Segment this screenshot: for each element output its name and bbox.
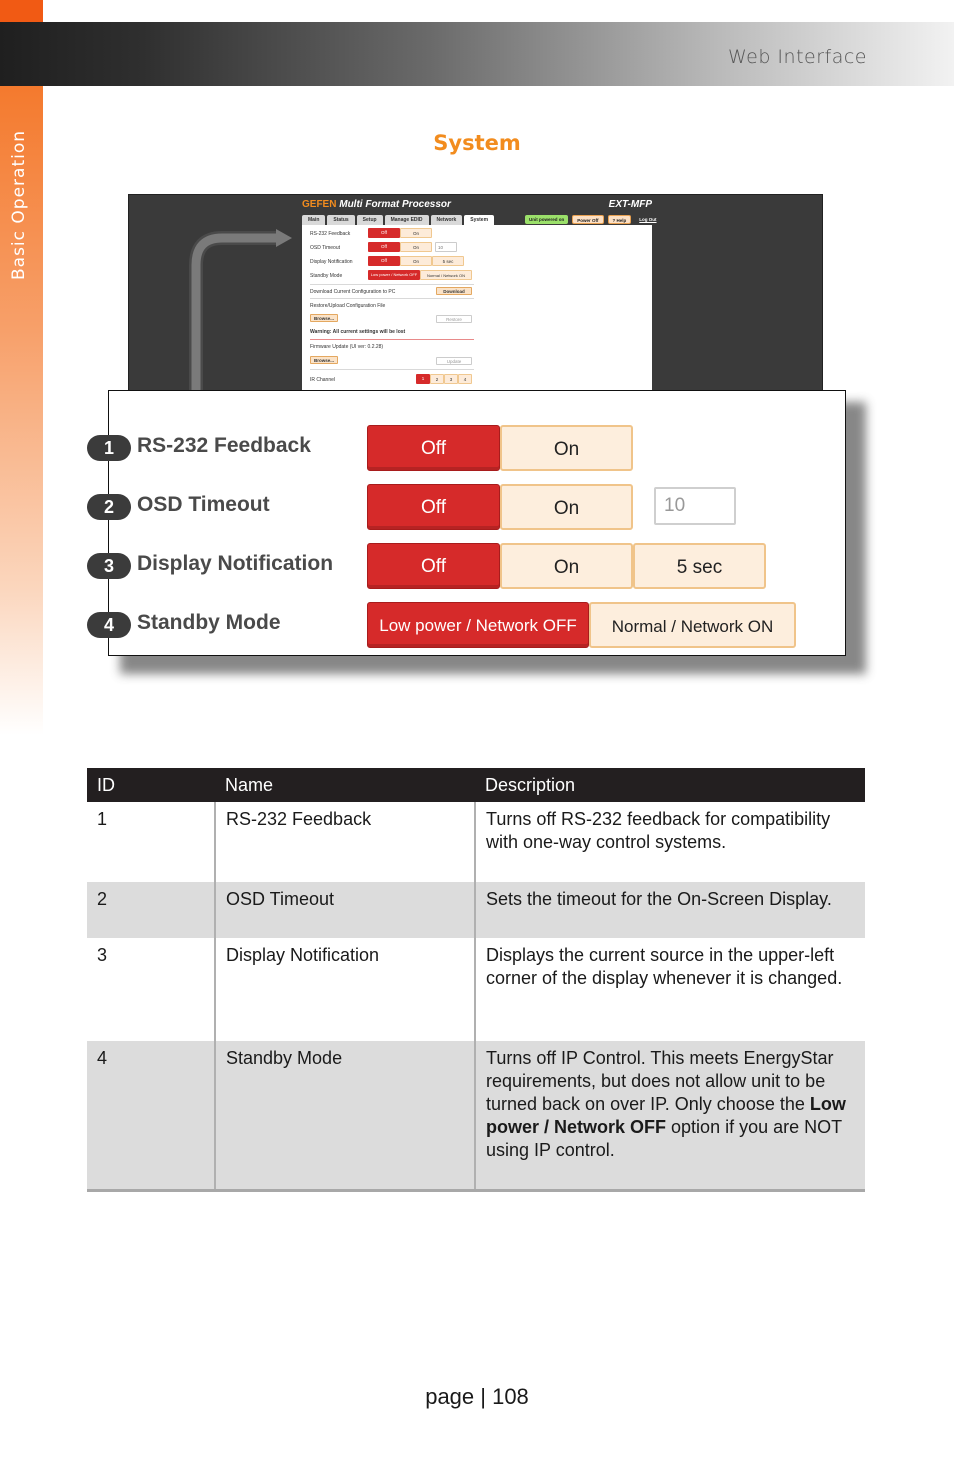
restore-button[interactable]: Restore bbox=[436, 315, 472, 323]
zoom-label: Standby Mode bbox=[137, 611, 281, 634]
zoom-row-osd bbox=[103, 481, 847, 531]
ir-2-button[interactable]: 2 bbox=[430, 374, 444, 384]
browse-firmware-button[interactable]: Browse... bbox=[310, 356, 338, 364]
osd-off-button[interactable]: Off bbox=[368, 242, 400, 252]
header-id: ID bbox=[87, 768, 215, 802]
display-on-button[interactable]: On bbox=[500, 543, 633, 589]
firmware-version: (UI ver: 0.2.28) bbox=[349, 344, 384, 350]
tab-status[interactable]: Status bbox=[327, 215, 354, 225]
display-5sec-button[interactable]: 5 sec bbox=[633, 543, 766, 589]
cell-description: Displays the current source in the upper-left corner of the display whenever it is changed. bbox=[486, 945, 843, 988]
low-power-button[interactable]: Low power / Network OFF bbox=[368, 270, 420, 280]
cell-description: Turns off RS-232 feedback for compatibility with one-way control systems. bbox=[486, 809, 831, 852]
tab-setup[interactable]: Setup bbox=[357, 215, 383, 225]
cell-name: Standby Mode bbox=[215, 1041, 475, 1190]
rs232-on-button[interactable]: On bbox=[400, 228, 432, 238]
cell-description bbox=[475, 1041, 865, 1190]
cell-id: 1 bbox=[87, 802, 215, 882]
zoom-row-rs232 bbox=[103, 422, 847, 472]
firmware-label bbox=[310, 344, 383, 350]
display-off-button[interactable]: Off bbox=[367, 543, 500, 589]
rs232-off-button[interactable]: Off bbox=[368, 228, 400, 238]
osd-off-button[interactable]: Off bbox=[367, 484, 500, 530]
model-name: EXT-MFP bbox=[608, 199, 652, 210]
update-button[interactable]: Update bbox=[436, 357, 472, 365]
callout-badge: 3 bbox=[87, 553, 131, 579]
header-title: Web Interface bbox=[727, 46, 867, 68]
cell-id: 3 bbox=[87, 938, 215, 1041]
desc-bold-option: Low power / Network OFF bbox=[486, 1094, 846, 1137]
osd-on-button[interactable]: On bbox=[400, 242, 432, 252]
row-display-label: Display Notification bbox=[310, 259, 353, 265]
tab-network[interactable]: Network bbox=[431, 215, 463, 225]
screenshot-body bbox=[302, 225, 652, 392]
web-ui-screenshot bbox=[128, 194, 823, 392]
cell-name: Display Notification bbox=[215, 938, 475, 1041]
zoom-label: OSD Timeout bbox=[137, 493, 270, 516]
ir-channel-label: IR Channel bbox=[310, 377, 336, 383]
unit-powered-button[interactable]: Unit powered on bbox=[525, 215, 568, 224]
osd-timeout-input[interactable]: 10 bbox=[435, 242, 457, 252]
callout-badge: 2 bbox=[87, 494, 131, 520]
help-button[interactable]: ? Help bbox=[608, 215, 632, 224]
download-label: Download Current Configuration to PC bbox=[310, 289, 396, 295]
divider bbox=[310, 284, 474, 285]
cell-name: RS-232 Feedback bbox=[215, 802, 475, 882]
cell-name: OSD Timeout bbox=[215, 882, 475, 938]
logout-link[interactable]: Log Out bbox=[639, 217, 657, 222]
firmware-label-text: Firmware Update bbox=[310, 344, 349, 350]
settings-table bbox=[87, 768, 865, 1192]
zoom-row-display bbox=[103, 540, 847, 590]
zoom-row-standby bbox=[103, 599, 847, 649]
ir-1-button[interactable]: 1 bbox=[416, 374, 430, 384]
table-row bbox=[87, 938, 865, 1041]
header-bar bbox=[0, 22, 954, 86]
divider bbox=[310, 298, 474, 299]
tab-system[interactable]: System bbox=[464, 215, 494, 225]
header-description: Description bbox=[475, 768, 865, 802]
display-on-button[interactable]: On bbox=[400, 256, 432, 266]
screenshot-header bbox=[302, 199, 652, 213]
rs232-on-button[interactable]: On bbox=[500, 425, 633, 471]
row-standby-label: Standby Mode bbox=[310, 273, 343, 279]
zoom-label: RS-232 Feedback bbox=[137, 434, 311, 457]
zoom-label: Display Notification bbox=[137, 552, 334, 575]
table-row bbox=[87, 802, 865, 882]
ir-4-button[interactable]: 4 bbox=[458, 374, 472, 384]
screenshot-tabs bbox=[302, 215, 494, 225]
osd-on-button[interactable]: On bbox=[500, 484, 633, 530]
zoom-panel bbox=[103, 390, 846, 656]
restore-label: Restore/Upload Configuration File bbox=[310, 303, 386, 309]
normal-button[interactable]: Normal / Network ON bbox=[589, 602, 796, 648]
side-tab-label: Basic Operation bbox=[9, 129, 29, 280]
brand bbox=[302, 199, 451, 210]
row-rs232-label: RS-232 Feedback bbox=[310, 231, 351, 237]
tab-main[interactable]: Main bbox=[302, 215, 325, 225]
screenshot-top-buttons bbox=[525, 215, 661, 224]
table-row bbox=[87, 882, 865, 938]
callout-badge: 1 bbox=[87, 435, 131, 461]
cell-id: 4 bbox=[87, 1041, 215, 1190]
low-power-button[interactable]: Low power / Network OFF bbox=[367, 602, 589, 648]
divider bbox=[310, 369, 474, 370]
ir-3-button[interactable]: 3 bbox=[444, 374, 458, 384]
cell-description: Sets the timeout for the On-Screen Display. bbox=[475, 882, 865, 938]
section-title: System bbox=[433, 131, 521, 155]
gefen-logo: GEFEN bbox=[302, 199, 337, 210]
row-osd-label: OSD Timeout bbox=[310, 245, 341, 251]
desc-text: option if you are NOT using IP control. bbox=[486, 1117, 842, 1160]
tab-manage-edid[interactable]: Manage EDID bbox=[385, 215, 429, 225]
header-name: Name bbox=[215, 768, 475, 802]
side-tab bbox=[0, 0, 43, 735]
table-row bbox=[87, 1041, 865, 1190]
warning-text: Warning: All current settings will be lost bbox=[310, 329, 406, 335]
download-button[interactable]: Download bbox=[436, 287, 472, 295]
page-number: page | 108 bbox=[425, 1384, 529, 1409]
table-header-row bbox=[87, 768, 865, 802]
display-5sec-button[interactable]: 5 sec bbox=[432, 256, 464, 266]
power-off-button[interactable]: Power Off bbox=[572, 215, 603, 224]
cell-id: 2 bbox=[87, 882, 215, 938]
desc-text: Turns off IP Control. This meets EnergyStar requirements, but does not allow unit to be turned back on over IP. Only choose the bbox=[486, 1048, 834, 1114]
normal-button[interactable]: Normal / Network ON bbox=[420, 270, 472, 280]
osd-timeout-input[interactable]: 10 bbox=[654, 487, 736, 525]
browse-config-button[interactable]: Browse... bbox=[310, 314, 338, 322]
product-name: Multi Format Processor bbox=[339, 199, 451, 210]
callout-badge: 4 bbox=[87, 612, 131, 638]
display-off-button[interactable]: Off bbox=[368, 256, 400, 266]
rs232-off-button[interactable]: Off bbox=[367, 425, 500, 471]
divider-red bbox=[310, 339, 474, 340]
